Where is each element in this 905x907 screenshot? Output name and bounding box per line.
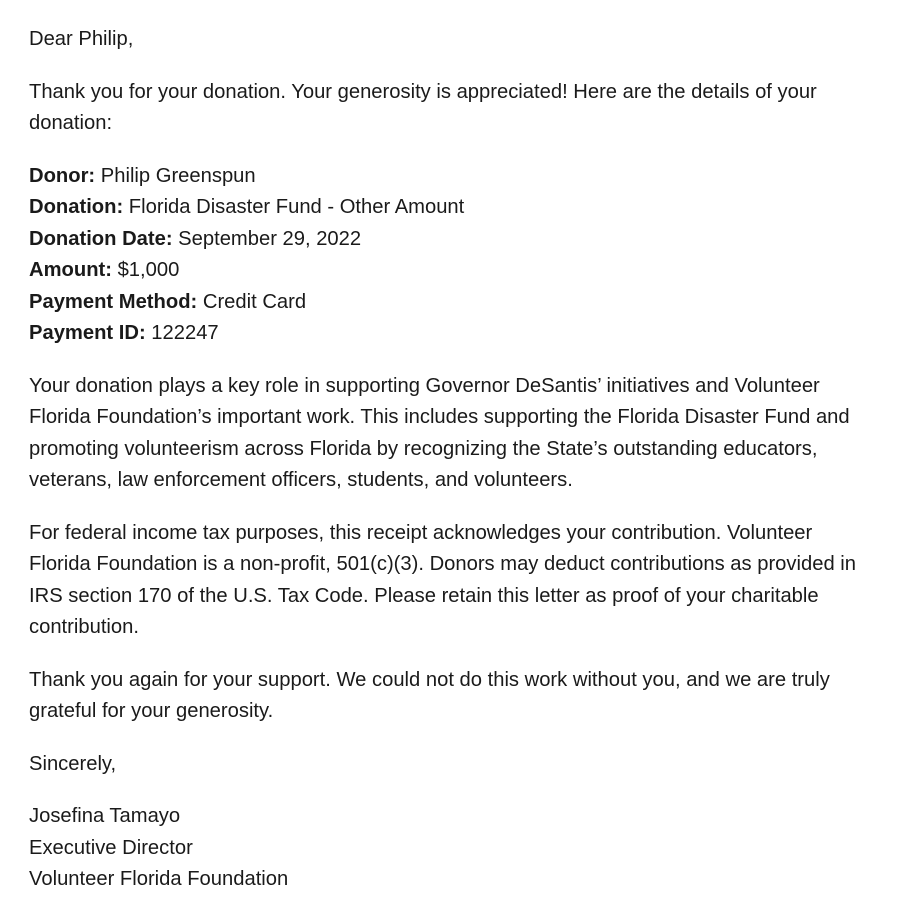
thanks-paragraph: Thank you again for your support. We could not do this work without you, and we are truly grateful for your generosity. [29,668,830,722]
detail-label: Payment Method: [29,290,198,313]
detail-value: $1,000 [117,259,180,281]
detail-value: 122247 [151,322,219,344]
signer-organization: Volunteer Florida Foundation [29,868,289,890]
signature-block [29,801,879,896]
intro-paragraph: Thank you for your donation. Your generosity is appreciated! Here are the details of your donation: [29,80,817,134]
donation-details [29,161,879,350]
detail-value: Credit Card [202,290,307,313]
detail-value: Philip Greenspun [100,164,256,187]
detail-value: Florida Disaster Fund - Other Amount [128,196,465,218]
tax-paragraph: For federal income tax purposes, this receipt acknowledges your contribution. Volunteer Florida Foundation is a non-profit, 501(c)(3). Donors may deduct contributions as provided in IRS section 170 of the U.S. Tax Code. Please retain this letter as proof of your charitable contribution. [29,521,856,638]
impact-paragraph: Your donation plays a key role in supporting Governor DeSantis’ initiatives and Volunteer Florida Foundation’s important work. This includes supporting the Florida Disaster Fund and promoting volunteerism across Florida by recognizing the State’s outstanding educators, veterans, law enforcement officers, students, and volunteers. [29,374,850,491]
greeting: Dear Philip, [29,28,134,50]
detail-label: Payment ID: [29,322,146,344]
closing: Sincerely, [29,752,117,775]
donation-receipt-letter [29,24,879,896]
signer-name: Josefina Tamayo [29,805,181,827]
detail-label: Donor: [29,164,96,187]
detail-row-donation-date [29,224,879,256]
detail-row-payment-id [29,318,879,350]
detail-row-payment-method [29,287,879,319]
detail-row-amount [29,255,879,287]
detail-label: Donation: [29,196,124,218]
detail-row-donor [29,161,879,193]
signer-title: Executive Director [29,836,193,859]
detail-value: September 29, 2022 [178,227,362,250]
detail-label: Donation Date: [29,227,173,250]
detail-label: Amount: [29,259,112,281]
detail-row-donation [29,192,879,224]
